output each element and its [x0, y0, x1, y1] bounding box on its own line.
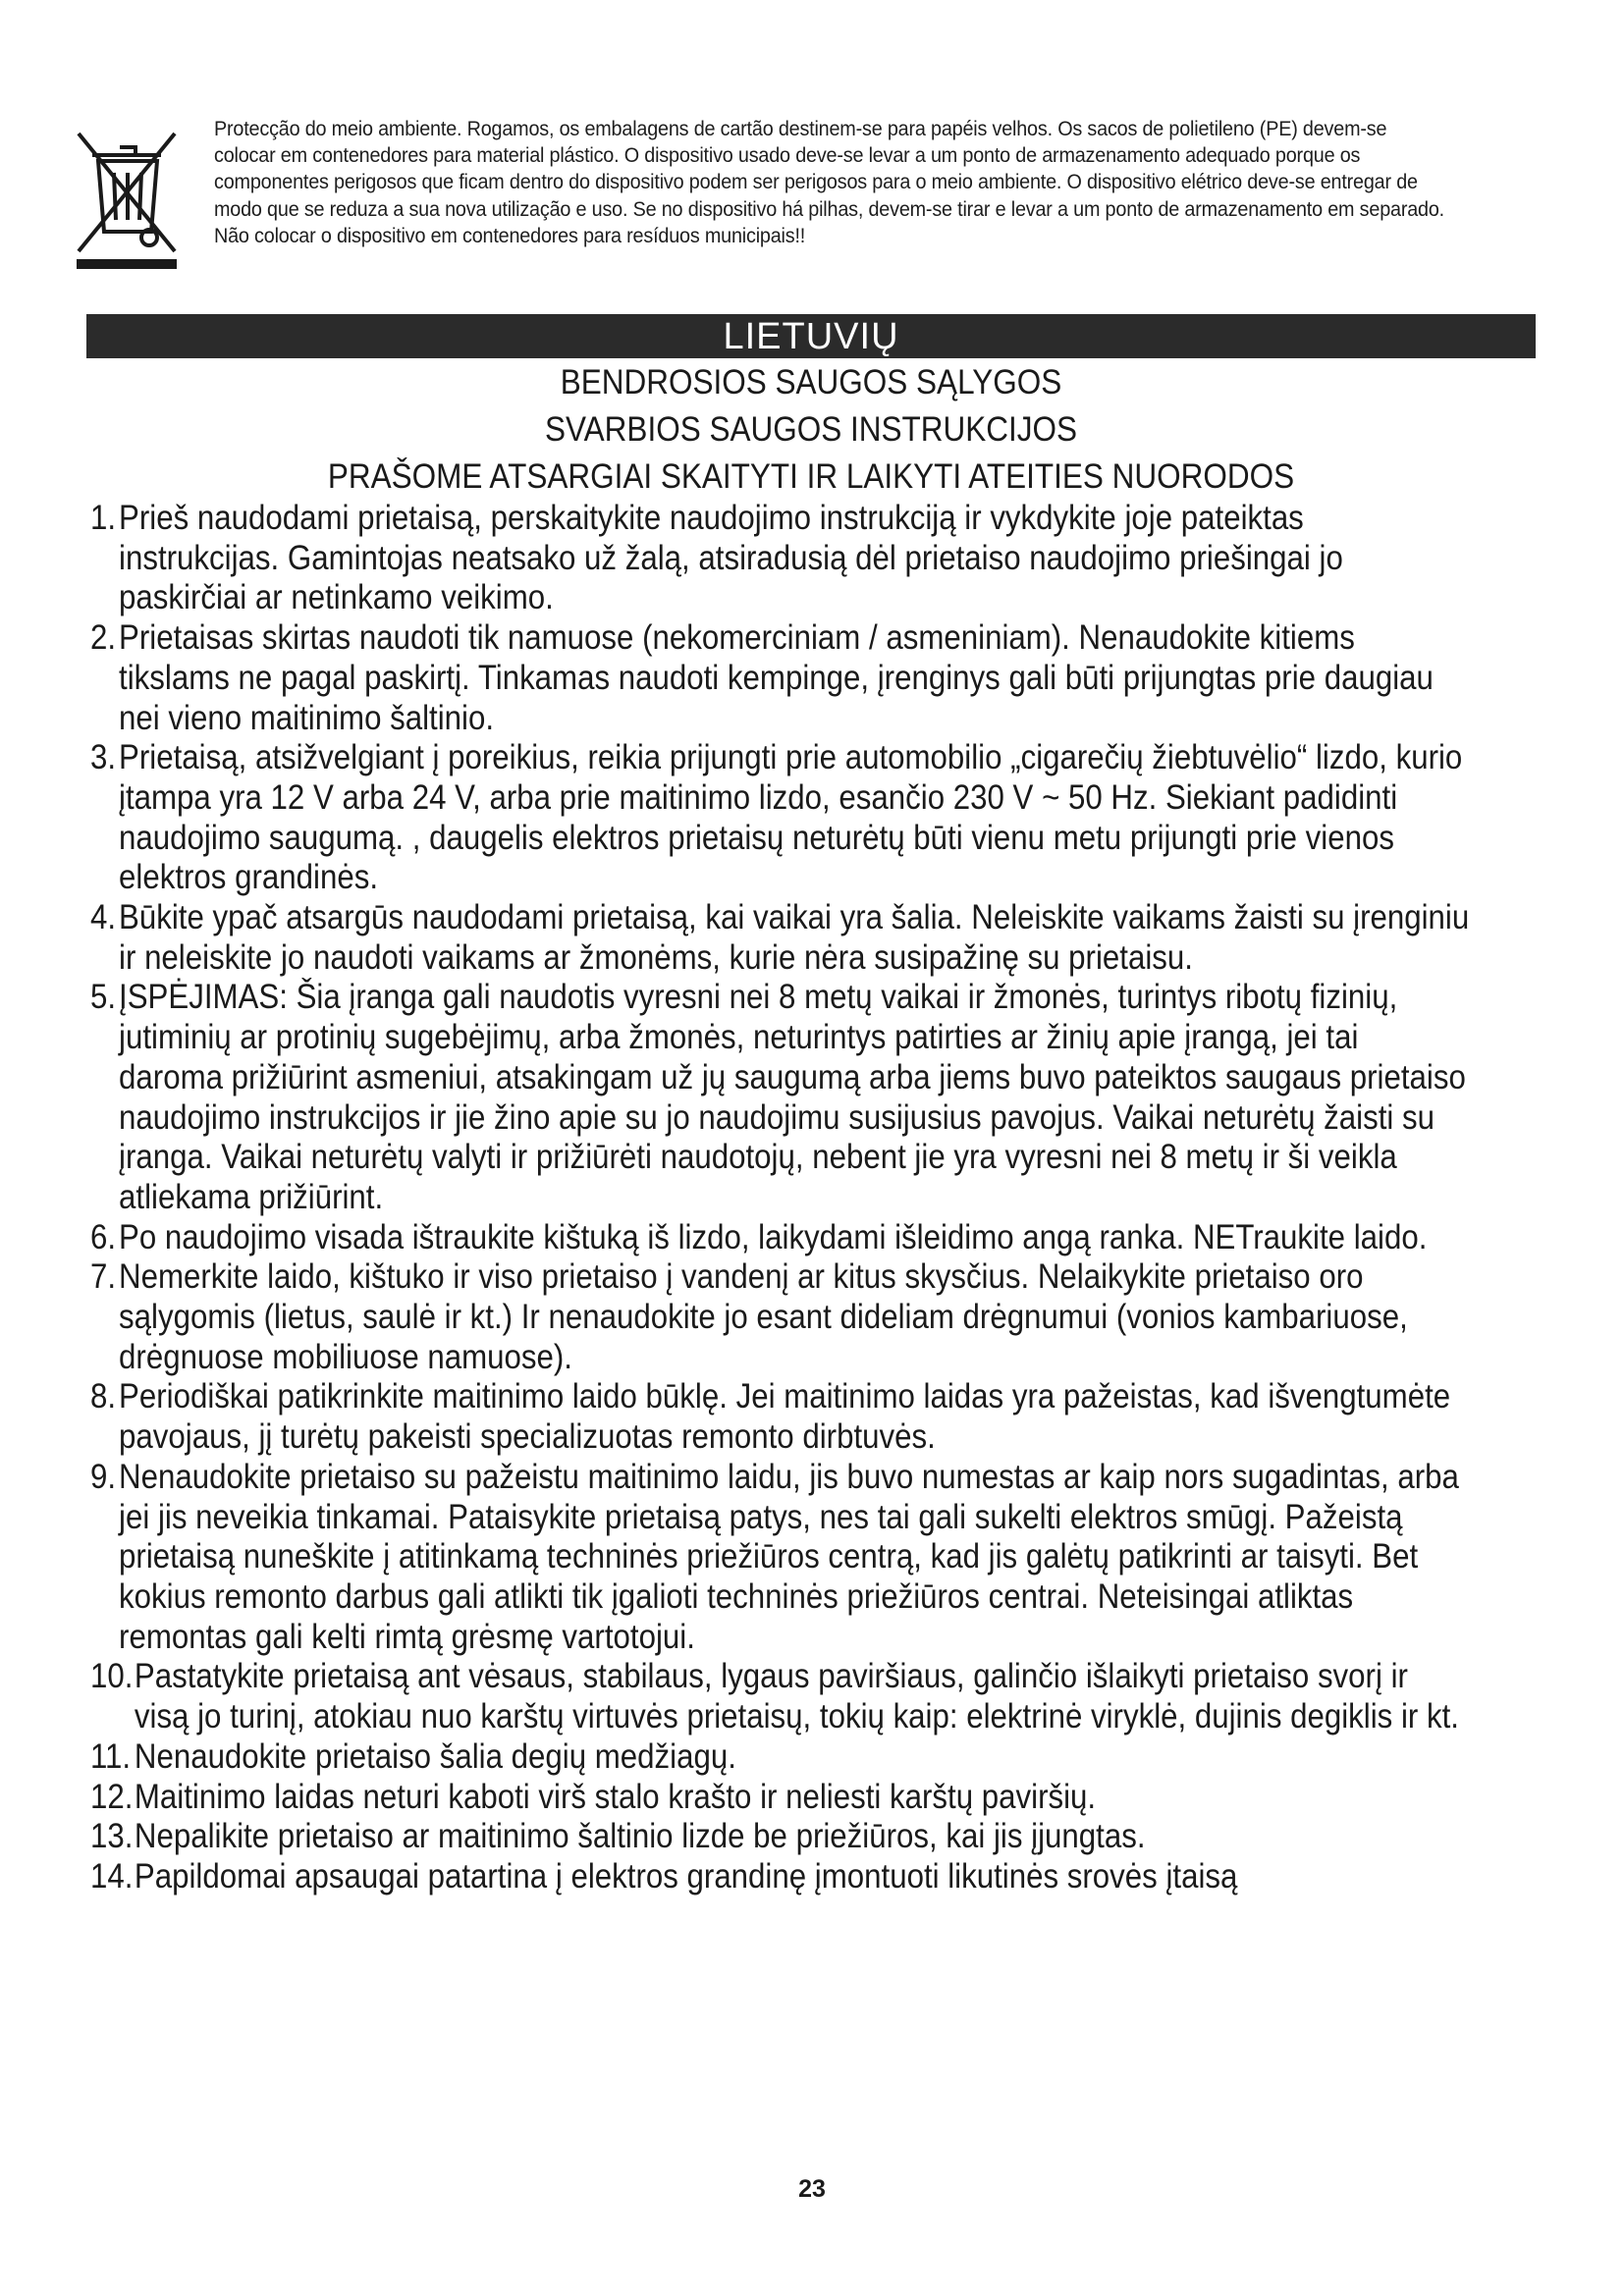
- item-text: Būkite ypač atsargūs naudodami prietaisą, kai vaikai yra šalia. Neleiskite vaikams žaisti su įrenginiu ir neleiskite jo naudoti vaikams ar žmonėms, kurie nėra susipažinę su prietaisu.: [119, 897, 1470, 977]
- list-item: [90, 1256, 1469, 1376]
- item-text: ĮSPĖJIMAS: Šia įranga gali naudotis vyresni nei 8 metų vaikai ir žmonės, turintys ribotų fizinių, jutiminių ar protinių sugebėjimų, arba žmonės, neturintys patirties ar žinių apie įrangą, jei tai daroma prižiūrint asmeniui, atsakingam už jų saugumą arba jiems buvo pateiktos saugaus prietaiso naudojimo instrukcijos ir jie žino apie su jo naudojimu susijusius pavojus. Vaikai neturėtų žaisti su įranga. Vaikai neturėtų valyti ir prižiūrėti naudotojų, nebent jie yra vyresni nei 8 metų ir ši veikla atliekama prižiūrint.: [119, 977, 1466, 1216]
- item-text: Periodiškai patikrinkite maitinimo laido būklę. Jei maitinimo laidas yra pažeistas, kad išvengtumėte pavojaus, jį turėtų pakeisti specializuotas remonto dirbtuvės.: [119, 1376, 1451, 1457]
- environment-text: Protecção do meio ambiente. Rogamos, os embalagens de cartão destinem-se para papéis velhos. Os sacos de polietileno (PE) devem-se colocar em contenedores para material plástico. O dispositivo usado deve-se levar a um ponto de armazenamento adequado porque os componentes perigosos que ficam dentro do dispositivo podem ser perigosos para o meio ambiente. O dispositivo elétrico deve-se entregar de modo que se reduza a sua nova utilização e uso. Se no dispositivo há pilhas, devem-se tirar e levar a um ponto de armazenamento em separado. Não colocar o dispositivo em contenedores para resíduos municipais!!: [214, 117, 1444, 247]
- item-number: 10.: [90, 1656, 134, 1696]
- item-number: 3.: [90, 737, 117, 777]
- item-text: Prietaisas skirtas naudoti tik namuose (nekomerciniam / asmeniniam). Nenaudokite kitiems tikslams ne pagal paskirtį. Tinkamas naudoti kempinge, įrenginys gali būti prijungtas prie daugiau nei vieno maitinimo šaltinio.: [119, 617, 1434, 737]
- list-item: [90, 1376, 1469, 1456]
- item-number: 11.: [90, 1735, 132, 1776]
- list-item: [90, 1856, 1469, 1896]
- item-text: Po naudojimo visada ištraukite kištuką iš lizdo, laikydami išleidimo angą ranka. NETraukite laido.: [119, 1216, 1428, 1256]
- item-number: 4.: [90, 897, 117, 937]
- list-item: [90, 1777, 1469, 1817]
- item-text: Nepalikite prietaiso ar maitinimo šaltinio lizde be priežiūros, kai jis įjungtas.: [134, 1816, 1146, 1856]
- list-item: [90, 1816, 1469, 1856]
- page-number: 23: [798, 2175, 826, 2203]
- item-text: Prieš naudodami prietaisą, perskaitykite naudojimo instrukciją ir vykdykite joje pateiktas instrukcijas. Gamintojas neatsako už žalą, atsiradusią dėl prietaiso naudojimo priešingai jo paskirčiai ar netinkamo veikimo.: [119, 498, 1343, 617]
- list-item: [90, 1217, 1469, 1257]
- item-number: 2.: [90, 617, 117, 658]
- item-text: Papildomai apsaugai patartina į elektros grandinę įmontuoti likutinės srovės įtaisą: [134, 1855, 1238, 1896]
- heading-general-safety: BENDROSIOS SAUGOS SĄLYGOS: [560, 363, 1062, 401]
- list-item: [90, 1656, 1469, 1735]
- list-item: [90, 1736, 1469, 1777]
- language-banner: LIETUVIŲ: [86, 314, 1536, 358]
- item-number: 1.: [90, 498, 117, 537]
- item-text: Prietaisą, atsižvelgiant į poreikius, reikia prijungti prie automobilio „cigarečių žiebtuvėlio“ lizdo, kurio įtampa yra 12 V arba 24 V, arba prie maitinimo lizdo, esančio 230 V ~ 50 Hz. Siekiant padidinti naudojimo saugumą. , daugelis elektros prietaisų neturėtų būti vienu metu prijungti prie vienos elektros grandinės.: [119, 737, 1463, 897]
- item-number: 5.: [90, 977, 117, 1017]
- item-text: Maitinimo laidas neturi kaboti virš stalo krašto ir neliesti karštų paviršių.: [134, 1776, 1097, 1816]
- item-number: 8.: [90, 1376, 117, 1416]
- list-item: [90, 977, 1469, 1216]
- crossed-out-wheelie-bin-icon: [73, 122, 181, 269]
- item-number: 12.: [90, 1776, 134, 1816]
- heading-important-instructions: SVARBIOS SAUGOS INSTRUKCIJOS: [544, 410, 1078, 449]
- list-item: [90, 897, 1469, 977]
- heading-read-carefully: PRAŠOME ATSARGIAI SKAITYTI IR LAIKYTI ATEITIES NUORODOS: [327, 457, 1295, 496]
- item-number: 13.: [90, 1816, 134, 1856]
- list-item: [90, 498, 1469, 617]
- list-item: [90, 1457, 1469, 1657]
- list-item: [90, 737, 1469, 897]
- environment-notice: [71, 116, 1553, 304]
- item-text: Nemerkite laido, kištuko ir viso prietaiso į vandenį ar kitus skysčius. Nelaikykite prietaiso oro sąlygomis (lietus, saulė ir kt.) Ir nenaudokite jo esant dideliam drėgnumui (vonios kambariuose, drėgnuose mobiliuose namuose).: [119, 1256, 1408, 1376]
- item-number: 14.: [90, 1855, 134, 1896]
- item-number: 7.: [90, 1256, 117, 1297]
- item-text: Pastatykite prietaisą ant vėsaus, stabilaus, lygaus paviršiaus, galinčio išlaikyti prietaiso svorį ir visą jo turinį, atokiau nuo karštų virtuvės prietaisų, tokių kaip: elektrinė viryklė, dujinis degiklis ir kt.: [134, 1656, 1459, 1736]
- item-number: 6.: [90, 1216, 117, 1256]
- item-number: 9.: [90, 1456, 117, 1496]
- item-text: Nenaudokite prietaiso su pažeistu maitinimo laidu, jis buvo numestas ar kaip nors sugadintas, arba jei jis neveikia tinkamai. Pataisykite prietaisą patys, nes tai gali sukelti elektros smūgį. Pažeistą prietaisą nuneškite į atitinkamą techninės priežiūros centrą, kad jis galėtų patikrinti ar taisyti. Bet kokius remonto darbus gali atlikti tik įgalioti techninės priežiūros centrai. Neteisingai atliktas remontas gali kelti rimtą grėsmę vartotojui.: [119, 1456, 1459, 1656]
- list-item: [90, 617, 1469, 737]
- item-text: Nenaudokite prietaiso šalia degių medžiagų.: [134, 1735, 736, 1776]
- safety-instructions-list: [90, 498, 1469, 1896]
